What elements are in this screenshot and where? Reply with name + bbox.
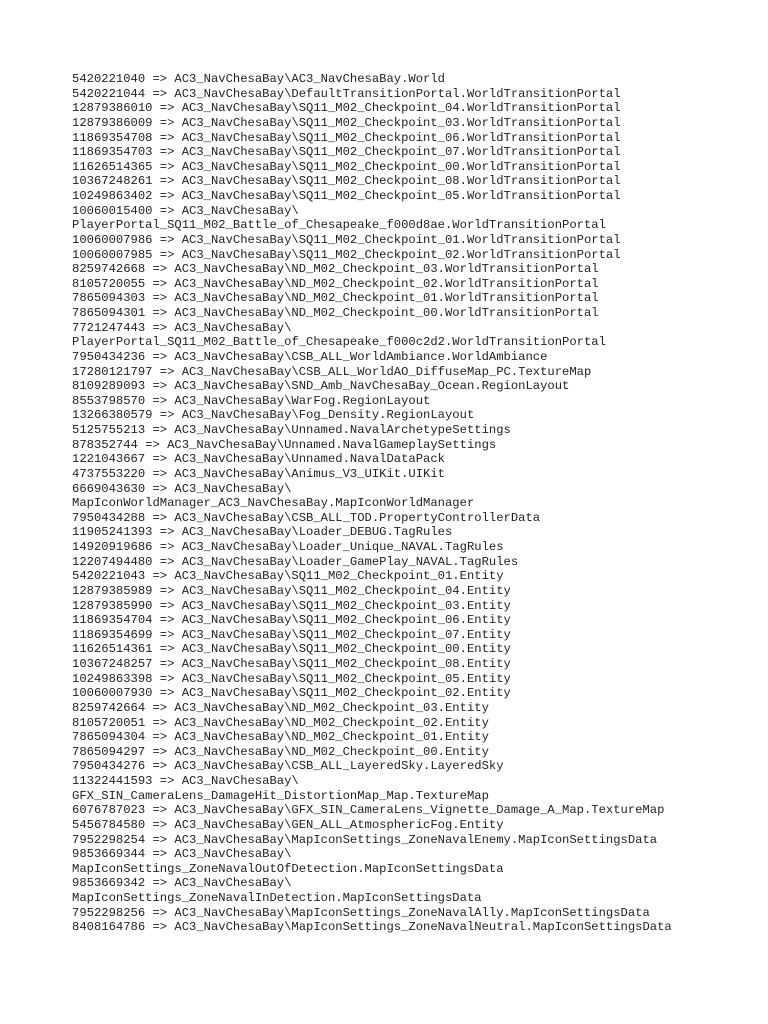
document-line: MapIconSettings_ZoneNavalOutOfDetection.MapIconSettingsData (72, 861, 504, 876)
document-line: 8105720051 => AC3_NavChesaBay\ND_M02_Checkpoint_02.Entity (72, 715, 489, 730)
document-line: 5456784580 => AC3_NavChesaBay\GEN_ALL_AtmosphericFog.Entity (72, 817, 504, 832)
document-line: 5420221044 => AC3_NavChesaBay\DefaultTransitionPortal.WorldTransitionPortal (72, 86, 621, 101)
document-line: GFX_SIN_CameraLens_DamageHit_DistortionMap_Map.TextureMap (72, 788, 489, 803)
document-line: MapIconSettings_ZoneNavalInDetection.MapIconSettingsData (72, 891, 482, 905)
document-line: 13266380579 => AC3_NavChesaBay\Fog_Density.RegionLayout (72, 408, 475, 423)
document-line: 11869354703 => AC3_NavChesaBay\SQ11_M02_Checkpoint_07.WorldTransitionPortal (72, 145, 621, 160)
document-line: 12879386009 => AC3_NavChesaBay\SQ11_M02_Checkpoint_03.WorldTransitionPortal (72, 115, 621, 130)
document-line: 8259742664 => AC3_NavChesaBay\ND_M02_Checkpoint_03.Entity (72, 700, 489, 715)
document-line: 10060007986 => AC3_NavChesaBay\SQ11_M02_Checkpoint_01.WorldTransitionPortal (72, 232, 621, 247)
document-line: 11322441593 => AC3_NavChesaBay\ (72, 774, 299, 788)
document-line: 8105720055 => AC3_NavChesaBay\ND_M02_Checkpoint_02.WorldTransitionPortal (72, 276, 599, 291)
document-line: 14920919686 => AC3_NavChesaBay\Loader_Unique_NAVAL.TagRules (72, 540, 504, 554)
document-line: 6076787023 => AC3_NavChesaBay\GFX_SIN_CameraLens_Vignette_Damage_A_Map.TextureMap (72, 803, 665, 818)
document-line: PlayerPortal_SQ11_M02_Battle_of_Chesapeake_f000d8ae.WorldTransitionPortal (72, 218, 606, 233)
document-line: 5420221040 => AC3_NavChesaBay\AC3_NavChesaBay.World (72, 72, 445, 86)
document-line: 10367248261 => AC3_NavChesaBay\SQ11_M02_Checkpoint_08.WorldTransitionPortal (72, 174, 621, 189)
document-line: 8408164786 => AC3_NavChesaBay\MapIconSettings_ZoneNavalNeutral.MapIconSettingsData (72, 920, 672, 935)
document-line: PlayerPortal_SQ11_M02_Battle_of_Chesapeake_f000c2d2.WorldTransitionPortal (72, 335, 606, 350)
document-line: 10060007985 => AC3_NavChesaBay\SQ11_M02_Checkpoint_02.WorldTransitionPortal (72, 247, 621, 262)
document-line: 7865094303 => AC3_NavChesaBay\ND_M02_Checkpoint_01.WorldTransitionPortal (72, 291, 599, 306)
document-text-block (72, 72, 732, 935)
document-line: MapIconWorldManager_AC3_NavChesaBay.MapIconWorldManager (72, 496, 475, 511)
document-line: 17280121797 => AC3_NavChesaBay\CSB_ALL_WorldAO_DiffuseMap_PC.TextureMap (72, 364, 592, 379)
document-line: 12207494480 => AC3_NavChesaBay\Loader_GamePlay_NAVAL.TagRules (72, 554, 519, 569)
document-line: 7950434288 => AC3_NavChesaBay\CSB_ALL_TOD.PropertyControllerData (72, 510, 541, 525)
document-line: 11869354699 => AC3_NavChesaBay\SQ11_M02_Checkpoint_07.Entity (72, 627, 511, 642)
document-line: 7865094301 => AC3_NavChesaBay\ND_M02_Checkpoint_00.WorldTransitionPortal (72, 306, 599, 320)
document-line: 10249863402 => AC3_NavChesaBay\SQ11_M02_Checkpoint_05.WorldTransitionPortal (72, 189, 621, 203)
document-line: 11626514361 => AC3_NavChesaBay\SQ11_M02_Checkpoint_00.Entity (72, 642, 511, 657)
document-line: 7865094297 => AC3_NavChesaBay\ND_M02_Checkpoint_00.Entity (72, 744, 489, 759)
document-line: 9853669344 => AC3_NavChesaBay\ (72, 847, 292, 862)
document-line: 12879386010 => AC3_NavChesaBay\SQ11_M02_Checkpoint_04.WorldTransitionPortal (72, 101, 621, 116)
document-line: 12879385989 => AC3_NavChesaBay\SQ11_M02_Checkpoint_04.Entity (72, 583, 511, 598)
document-line: 8109289093 => AC3_NavChesaBay\SND_Amb_NavChesaBay_Ocean.RegionLayout (72, 379, 570, 394)
document-line: 5420221043 => AC3_NavChesaBay\SQ11_M02_Checkpoint_01.Entity (72, 569, 504, 584)
document-line: 11905241393 => AC3_NavChesaBay\Loader_DEBUG.TagRules (72, 525, 453, 540)
document-line: 11626514365 => AC3_NavChesaBay\SQ11_M02_Checkpoint_00.WorldTransitionPortal (72, 159, 621, 174)
document-line: 10060015400 => AC3_NavChesaBay\ (72, 203, 299, 218)
document-line: 10249863398 => AC3_NavChesaBay\SQ11_M02_Checkpoint_05.Entity (72, 671, 511, 686)
document-line: 8259742668 => AC3_NavChesaBay\ND_M02_Checkpoint_03.WorldTransitionPortal (72, 262, 599, 277)
document-line: 7952298254 => AC3_NavChesaBay\MapIconSettings_ZoneNavalEnemy.MapIconSettingsData (72, 832, 658, 847)
document-line: 7721247443 => AC3_NavChesaBay\ (72, 320, 292, 335)
document-line: 10060007930 => AC3_NavChesaBay\SQ11_M02_Checkpoint_02.Entity (72, 686, 511, 701)
document-line: 4737553220 => AC3_NavChesaBay\Animus_V3_UIKit.UIKit (72, 466, 445, 481)
document-line: 5125755213 => AC3_NavChesaBay\Unnamed.NavalArchetypeSettings (72, 423, 511, 437)
document-line: 12879385990 => AC3_NavChesaBay\SQ11_M02_Checkpoint_03.Entity (72, 598, 511, 613)
document-line: 7950434276 => AC3_NavChesaBay\CSB_ALL_LayeredSky.LayeredSky (72, 759, 504, 774)
document-line: 7950434236 => AC3_NavChesaBay\CSB_ALL_WorldAmbiance.WorldAmbiance (72, 349, 548, 364)
document-line: 11869354708 => AC3_NavChesaBay\SQ11_M02_Checkpoint_06.WorldTransitionPortal (72, 130, 621, 145)
document-line: 8553798570 => AC3_NavChesaBay\WarFog.RegionLayout (72, 393, 431, 408)
document-line: 11869354704 => AC3_NavChesaBay\SQ11_M02_Checkpoint_06.Entity (72, 613, 511, 628)
document-line: 6669043630 => AC3_NavChesaBay\ (72, 481, 292, 496)
document-line: 7865094304 => AC3_NavChesaBay\ND_M02_Checkpoint_01.Entity (72, 730, 489, 745)
document-line: 10367248257 => AC3_NavChesaBay\SQ11_M02_Checkpoint_08.Entity (72, 657, 511, 671)
document-line: 878352744 => AC3_NavChesaBay\Unnamed.NavalGameplaySettings (72, 437, 497, 452)
document-line: 9853669342 => AC3_NavChesaBay\ (72, 876, 292, 891)
document-line: 1221043667 => AC3_NavChesaBay\Unnamed.NavalDataPack (72, 452, 445, 467)
document-line: 7952298256 => AC3_NavChesaBay\MapIconSettings_ZoneNavalAlly.MapIconSettingsData (72, 905, 650, 920)
